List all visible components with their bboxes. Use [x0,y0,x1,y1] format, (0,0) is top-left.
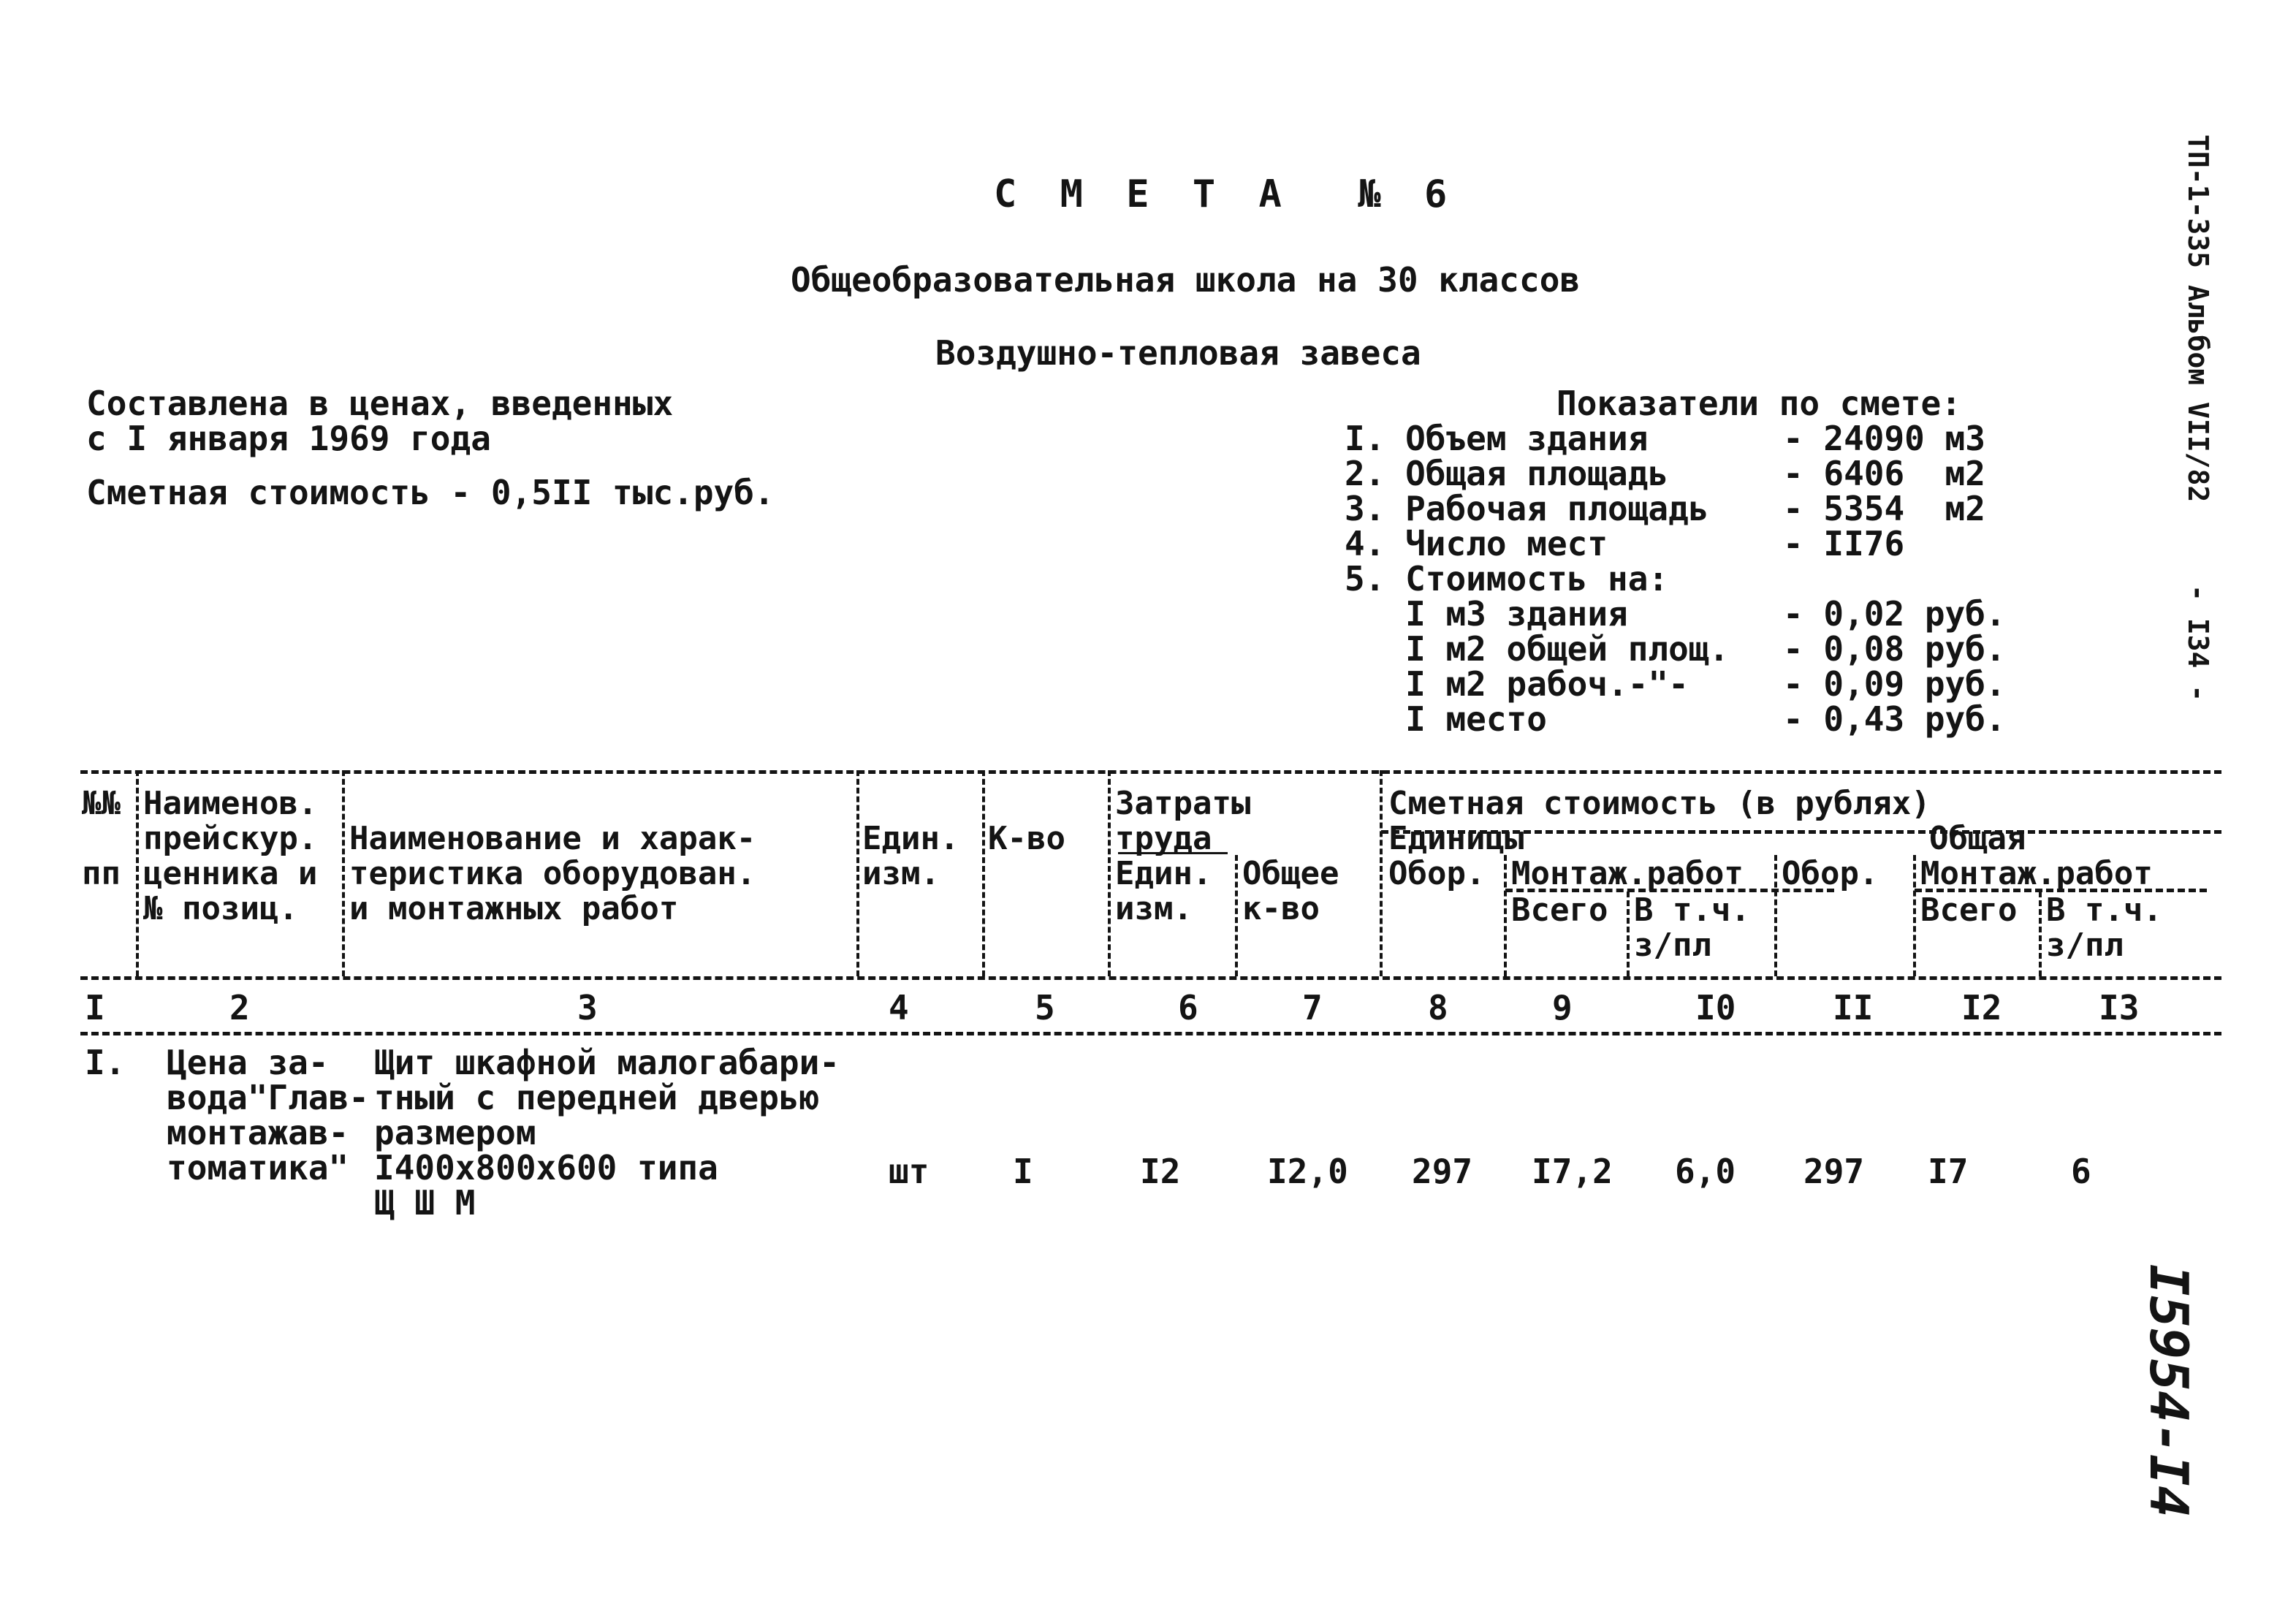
header-total-group: Общая [1929,820,2026,857]
row-total-mont-total: I7 [1928,1152,1969,1191]
indicator-row [1345,421,2006,456]
indicator-label: 2. Общая площадь [1345,454,1669,493]
margin-page-number: - I34 - [2182,585,2214,702]
indicator-row [1345,699,2006,739]
header-cost-group: Сметная стоимость (в рублях) [1388,785,1931,822]
col-sep-11 [1913,855,1916,976]
header-labor-total: Общее к-во [1242,855,1339,927]
header-unit-group: Единицы [1388,820,1524,857]
col-number-3: 3 [577,988,598,1027]
row-pricelist: Цена за- вода"Глав- монтажав- томатика" [167,1043,369,1187]
row-unit-mont-wage: 6,0 [1675,1152,1736,1191]
indicators-list [1345,421,2006,737]
indicator-value: - 0,02 руб. [1783,594,2006,634]
object-name: Общеобразовательная школа на 30 классов [791,260,1581,300]
header-col-unit: Един. изм. [862,820,959,892]
col-sep-12 [2039,892,2042,976]
indicator-row [1345,629,2006,669]
header-unit-vsego: Всего [1511,892,1608,929]
header-col-number: №№ пп [82,785,121,892]
header-unit-obor: Обор. [1388,855,1486,892]
indicators-title: Показатели по смете: [1556,384,1961,423]
col-number-11: II [1833,988,1874,1027]
row-labor-total: I2,0 [1267,1152,1348,1191]
header-unit-vtch: В т.ч. з/пл [1634,892,1750,964]
indicator-row [1345,491,2006,526]
margin-doc-code: ТП-1-335 Альбом VII/82 [2182,134,2214,503]
col-number-7: 7 [1302,988,1323,1027]
col-number-10: I0 [1695,988,1736,1027]
estimated-cost: Сметная стоимость - 0,5II тыс.руб. [86,473,775,512]
col-sep-4 [982,770,985,976]
col-number-2: 2 [229,988,250,1027]
col-sep-6 [1235,855,1238,976]
row-unit-mont-total: I7,2 [1532,1152,1613,1191]
indicator-row [1345,456,2006,491]
col-sep-5 [1108,770,1111,976]
header-col-pricelist: Наименов. прейскур. ценника и № позиц. [143,785,318,927]
col-sep-1 [136,770,139,976]
col-number-4: 4 [889,988,909,1027]
row-qty: I [1013,1152,1033,1191]
col-sep-10 [1774,855,1777,976]
col-number-6: 6 [1178,988,1198,1027]
indicator-row [1345,526,2006,561]
indicator-row [1345,666,2006,702]
header-col-name: Наименование и харак- теристика оборудован. и монтажных работ [349,820,756,927]
header-labor: Затраты труда [1115,785,1251,857]
row-total-mont-wage: 6 [2071,1152,2091,1191]
col-number-12: I2 [1961,988,2002,1027]
indicator-label: I м2 рабоч.-"- [1345,664,1689,704]
indicator-label: I м2 общей площ. [1345,629,1730,669]
indicator-label: 4. Число мест [1345,524,1608,563]
row-equipment-name: Щит шкафной малогабари- тный с передней дверью размером I400х800х600 типа Щ Ш М [374,1043,840,1223]
row-unit: шт [889,1152,930,1191]
indicator-label: I место [1345,699,1547,739]
indicator-value: - 0,08 руб. [1783,629,2006,669]
header-total-vtch: В т.ч. з/пл [2046,892,2162,964]
col-number-8: 8 [1428,988,1448,1027]
indicator-value: - II76 [1783,524,1905,563]
table-top-rule [80,770,2221,774]
indicator-row [1345,594,2006,634]
row-total-obor: 297 [1803,1152,1865,1191]
row-number: I. [85,1043,126,1082]
col-sep-9 [1627,892,1630,976]
header-total-obor: Обор. [1782,855,1879,892]
col-sep-8 [1504,855,1507,976]
col-number-9: 9 [1552,988,1573,1027]
header-total-montazh: Монтаж.работ [1920,855,2153,892]
row-unit-obor: 297 [1412,1152,1473,1191]
header-col-qty: К-во [988,820,1065,857]
indicator-row [1345,561,2006,596]
col-sep-7 [1380,770,1383,976]
indicator-value: - 24090 м3 [1783,419,1985,458]
indicator-value: - 0,09 руб. [1783,664,2006,704]
indicator-value: - 6406 м2 [1783,454,1985,493]
col-sep-3 [856,770,859,976]
indicator-label: I м3 здания [1345,594,1628,634]
header-labor-unit: Един. изм. [1115,855,1212,927]
col-number-13: I3 [2099,988,2140,1027]
indicator-value: - 5354 м2 [1783,489,1985,528]
indicator-label: 3. Рабочая площадь [1345,489,1709,528]
prices-note-line1: Составлена в ценах, введенных [86,384,674,423]
indicator-value: - 0,43 руб. [1783,699,2006,739]
indicator-label: I. Объем здания [1345,419,1649,458]
section-name: Воздушно-тепловая завеса [935,333,1421,373]
col-number-1: I [85,988,105,1027]
header-bottom-rule [80,976,2221,980]
col-number-5: 5 [1035,988,1055,1027]
indicator-label: 5. Стоимость на: [1345,559,1669,598]
header-total-vsego: Всего [1920,892,2018,929]
margin-archive-number: I5954-I4 [2138,1264,2200,1518]
prices-note-line2: с I января 1969 года [86,419,491,458]
header-unit-montazh: Монтаж.работ [1511,855,1744,892]
row-labor-unit: I2 [1140,1152,1181,1191]
document-title: С М Е Т А № 6 [994,172,1458,216]
col-numbers-bottom-rule [80,1032,2221,1035]
col-sep-2 [342,770,345,976]
